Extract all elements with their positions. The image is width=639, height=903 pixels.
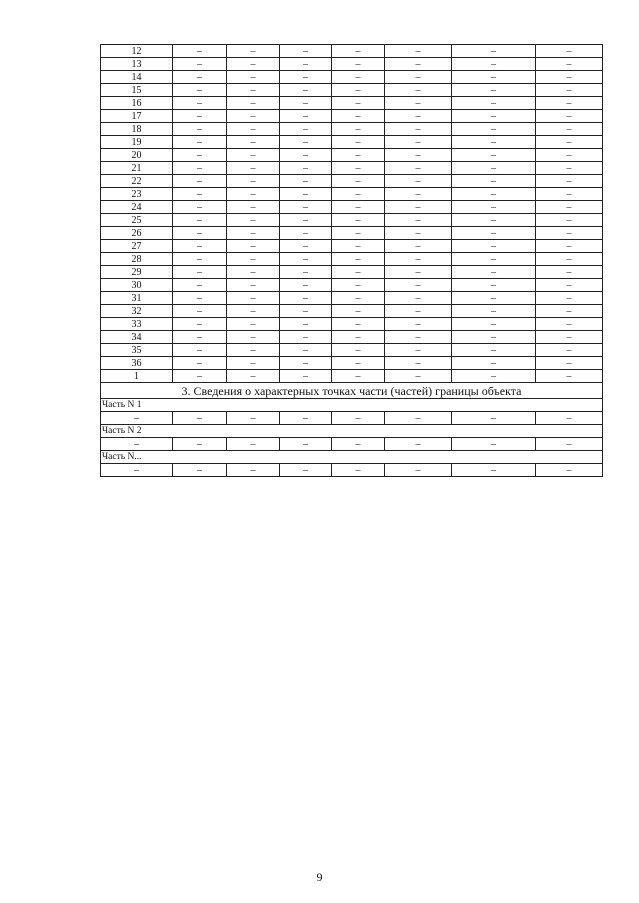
table-cell: – [280,331,332,344]
table-cell: – [536,175,603,188]
table-cell: – [173,162,227,175]
table-cell: – [173,201,227,214]
table-cell: – [452,162,536,175]
table-cell: – [332,214,385,227]
table-cell: – [227,253,280,266]
table-cell: – [332,149,385,162]
table-row [101,370,603,383]
table-cell: – [536,253,603,266]
table-cell: – [536,58,603,71]
table-cell: – [385,162,452,175]
table-cell: – [173,318,227,331]
table-cell: – [385,357,452,370]
table-cell: – [227,97,280,110]
point-number-cell: – [101,412,173,425]
table-cell: – [332,464,385,477]
point-number-cell: 30 [101,279,173,292]
table-cell: – [227,162,280,175]
point-number-cell: 24 [101,201,173,214]
table-cell: – [536,464,603,477]
table-cell: – [332,84,385,97]
table-row [101,123,603,136]
point-number-cell: 29 [101,266,173,279]
table-cell: – [385,253,452,266]
table-cell: – [452,331,536,344]
table-cell: – [385,266,452,279]
point-number-cell: 32 [101,305,173,318]
table-cell: – [385,292,452,305]
table-cell: – [332,292,385,305]
table-cell: – [385,331,452,344]
table-cell: – [280,149,332,162]
table-cell: – [227,240,280,253]
table-row [101,279,603,292]
table-cell: – [536,188,603,201]
table-cell: – [385,305,452,318]
point-number-cell: 20 [101,149,173,162]
table-cell: – [452,357,536,370]
table-cell: – [332,188,385,201]
table-cell: – [452,123,536,136]
table-cell: – [227,201,280,214]
table-cell: – [385,84,452,97]
point-number-cell: 14 [101,71,173,84]
table-row [101,188,603,201]
table-row [101,71,603,84]
table-cell: – [332,253,385,266]
point-number-cell: 15 [101,84,173,97]
table-cell: – [227,279,280,292]
table-cell: – [280,71,332,84]
table-cell: – [332,175,385,188]
table-cell: – [332,357,385,370]
point-number-cell: 26 [101,227,173,240]
table-cell: – [452,318,536,331]
table-cell: – [452,97,536,110]
table-cell: – [173,305,227,318]
table-cell: – [385,318,452,331]
table-row [101,266,603,279]
table-cell: – [536,318,603,331]
table-cell: – [536,305,603,318]
table-row [101,305,603,318]
table-cell: – [280,438,332,451]
table-cell: – [227,110,280,123]
table-cell: – [227,357,280,370]
table-cell: – [227,84,280,97]
table-cell: – [452,438,536,451]
table-cell: – [385,214,452,227]
table-cell: – [385,464,452,477]
table-row [101,97,603,110]
point-number-cell: 33 [101,318,173,331]
table-cell: – [385,45,452,58]
table-cell: – [332,110,385,123]
table-cell: – [536,438,603,451]
part-label-row [101,451,603,464]
table-cell: – [173,370,227,383]
table-cell: – [173,240,227,253]
table-cell: – [385,279,452,292]
table-cell: – [452,344,536,357]
table-cell: – [227,412,280,425]
table-row [101,201,603,214]
table-cell: – [173,227,227,240]
table-cell: – [536,240,603,253]
table-cell: – [385,71,452,84]
table-cell: – [280,357,332,370]
table-cell: – [173,136,227,149]
table-cell: – [173,344,227,357]
table-cell: – [452,412,536,425]
table-row [101,318,603,331]
table-cell: – [385,136,452,149]
table-row [101,45,603,58]
table-cell: – [332,370,385,383]
table-row [101,292,603,305]
table-cell: – [173,45,227,58]
table-cell: – [385,97,452,110]
table-cell: – [227,227,280,240]
table-cell: – [280,292,332,305]
section-heading: 3. Сведения о характерных точках части (частей) границы объекта [101,383,603,399]
table-cell: – [227,318,280,331]
table-cell: – [227,438,280,451]
point-number-cell: 19 [101,136,173,149]
table-row [101,253,603,266]
table-cell: – [536,266,603,279]
table-cell: – [173,175,227,188]
part-table-row [101,464,603,477]
table-cell: – [173,292,227,305]
table-cell: – [280,123,332,136]
table-cell: – [452,370,536,383]
table-cell: – [280,45,332,58]
point-number-cell: 35 [101,344,173,357]
table-row [101,214,603,227]
table-cell: – [536,71,603,84]
table-cell: – [536,97,603,110]
table-cell: – [173,464,227,477]
table-cell: – [452,58,536,71]
part-label: Часть N 1 [101,399,603,412]
part-label: Часть N 2 [101,425,603,438]
table-row [101,331,603,344]
boundary-points-table [100,44,603,477]
table-cell: – [173,110,227,123]
table-cell: – [332,331,385,344]
point-number-cell: 22 [101,175,173,188]
table-cell: – [385,149,452,162]
table-cell: – [536,45,603,58]
table-cell: – [332,266,385,279]
table-cell: – [536,412,603,425]
table-cell: – [173,438,227,451]
table-cell: – [173,123,227,136]
table-cell: – [385,412,452,425]
table-cell: – [227,123,280,136]
table-cell: – [227,292,280,305]
table-cell: – [385,240,452,253]
table-row [101,58,603,71]
table-cell: – [332,240,385,253]
section-heading-row [101,383,603,399]
table-row [101,110,603,123]
table-cell: – [385,227,452,240]
table-cell: – [280,370,332,383]
point-number-cell: 23 [101,188,173,201]
table-cell: – [280,305,332,318]
table-cell: – [332,344,385,357]
table-cell: – [280,344,332,357]
point-number-cell: 31 [101,292,173,305]
table-cell: – [385,344,452,357]
point-number-cell: – [101,464,173,477]
table-cell: – [280,175,332,188]
table-cell: – [452,188,536,201]
table-row [101,357,603,370]
table-cell: – [173,84,227,97]
table-cell: – [173,253,227,266]
table-row [101,149,603,162]
table-cell: – [280,97,332,110]
point-number-cell: 25 [101,214,173,227]
point-number-cell: 21 [101,162,173,175]
table-cell: – [227,149,280,162]
part-table-row [101,412,603,425]
table-cell: – [452,214,536,227]
table-cell: – [173,412,227,425]
table-cell: – [536,214,603,227]
table-cell: – [227,188,280,201]
table-cell: – [227,136,280,149]
table-cell: – [452,266,536,279]
table-cell: – [280,188,332,201]
table-cell: – [173,58,227,71]
table-cell: – [385,58,452,71]
table-cell: – [227,45,280,58]
table-cell: – [452,305,536,318]
table-cell: – [227,331,280,344]
table-cell: – [173,149,227,162]
point-number-cell: 27 [101,240,173,253]
part-label: Часть N... [101,451,603,464]
table-cell: – [227,214,280,227]
part-table-row [101,438,603,451]
table-cell: – [385,110,452,123]
table-row [101,136,603,149]
table-cell: – [173,279,227,292]
table-cell: – [452,136,536,149]
table-cell: – [385,438,452,451]
table-cell: – [173,97,227,110]
table-cell: – [536,344,603,357]
table-cell: – [385,123,452,136]
table-cell: – [385,175,452,188]
table-cell: – [536,110,603,123]
table-cell: – [227,370,280,383]
table-cell: – [385,188,452,201]
page-number: 9 [316,870,323,884]
table-cell: – [536,201,603,214]
part-label-row [101,399,603,412]
table-cell: – [173,331,227,344]
table-cell: – [280,84,332,97]
table-cell: – [332,412,385,425]
table-cell: – [280,253,332,266]
table-cell: – [452,201,536,214]
table-cell: – [536,227,603,240]
table-cell: – [332,136,385,149]
table-row [101,227,603,240]
table-cell: – [227,175,280,188]
table-row [101,344,603,357]
table-cell: – [280,412,332,425]
point-number-cell: 13 [101,58,173,71]
point-number-cell: 34 [101,331,173,344]
table-cell: – [536,292,603,305]
table-cell: – [536,279,603,292]
table-cell: – [173,357,227,370]
table-cell: – [452,110,536,123]
table-cell: – [452,464,536,477]
table-cell: – [173,214,227,227]
table-cell: – [280,162,332,175]
table-row [101,84,603,97]
point-number-cell: 28 [101,253,173,266]
table-cell: – [332,438,385,451]
table-cell: – [452,253,536,266]
table-cell: – [332,162,385,175]
point-number-cell: 12 [101,45,173,58]
table-cell: – [452,84,536,97]
table-cell: – [280,464,332,477]
table-cell: – [227,344,280,357]
table-cell: – [536,370,603,383]
table-cell: – [280,58,332,71]
table-cell: – [280,240,332,253]
table-cell: – [452,279,536,292]
table-cell: – [385,201,452,214]
table-cell: – [280,201,332,214]
table-row [101,162,603,175]
table-cell: – [173,71,227,84]
table-cell: – [332,227,385,240]
point-number-cell: 1 [101,370,173,383]
table-cell: – [536,123,603,136]
table-row [101,240,603,253]
table-cell: – [452,240,536,253]
table-cell: – [280,136,332,149]
table-cell: – [536,331,603,344]
table-cell: – [452,292,536,305]
table-cell: – [280,318,332,331]
table-cell: – [536,149,603,162]
table-cell: – [536,136,603,149]
table-cell: – [280,266,332,279]
table-cell: – [536,162,603,175]
table-cell: – [385,370,452,383]
table-cell: – [173,266,227,279]
point-number-cell: 36 [101,357,173,370]
table-cell: – [227,71,280,84]
point-number-cell: 18 [101,123,173,136]
table-cell: – [332,279,385,292]
table-cell: – [452,71,536,84]
table-cell: – [332,71,385,84]
table-cell: – [332,97,385,110]
point-number-cell: 17 [101,110,173,123]
table-cell: – [173,188,227,201]
table-cell: – [452,45,536,58]
table-cell: – [536,84,603,97]
part-label-row [101,425,603,438]
table-cell: – [227,305,280,318]
table-cell: – [332,123,385,136]
table-row [101,175,603,188]
table-cell: – [227,266,280,279]
table-cell: – [332,45,385,58]
table-cell: – [332,305,385,318]
point-number-cell: 16 [101,97,173,110]
table-cell: – [452,227,536,240]
table-cell: – [227,464,280,477]
table-cell: – [332,318,385,331]
point-number-cell: – [101,438,173,451]
table-cell: – [280,110,332,123]
table-cell: – [452,149,536,162]
table-cell: – [332,201,385,214]
table-cell: – [280,279,332,292]
table-cell: – [280,214,332,227]
table-cell: – [536,357,603,370]
table-cell: – [227,58,280,71]
table-cell: – [452,175,536,188]
table-cell: – [280,227,332,240]
table-cell: – [332,58,385,71]
